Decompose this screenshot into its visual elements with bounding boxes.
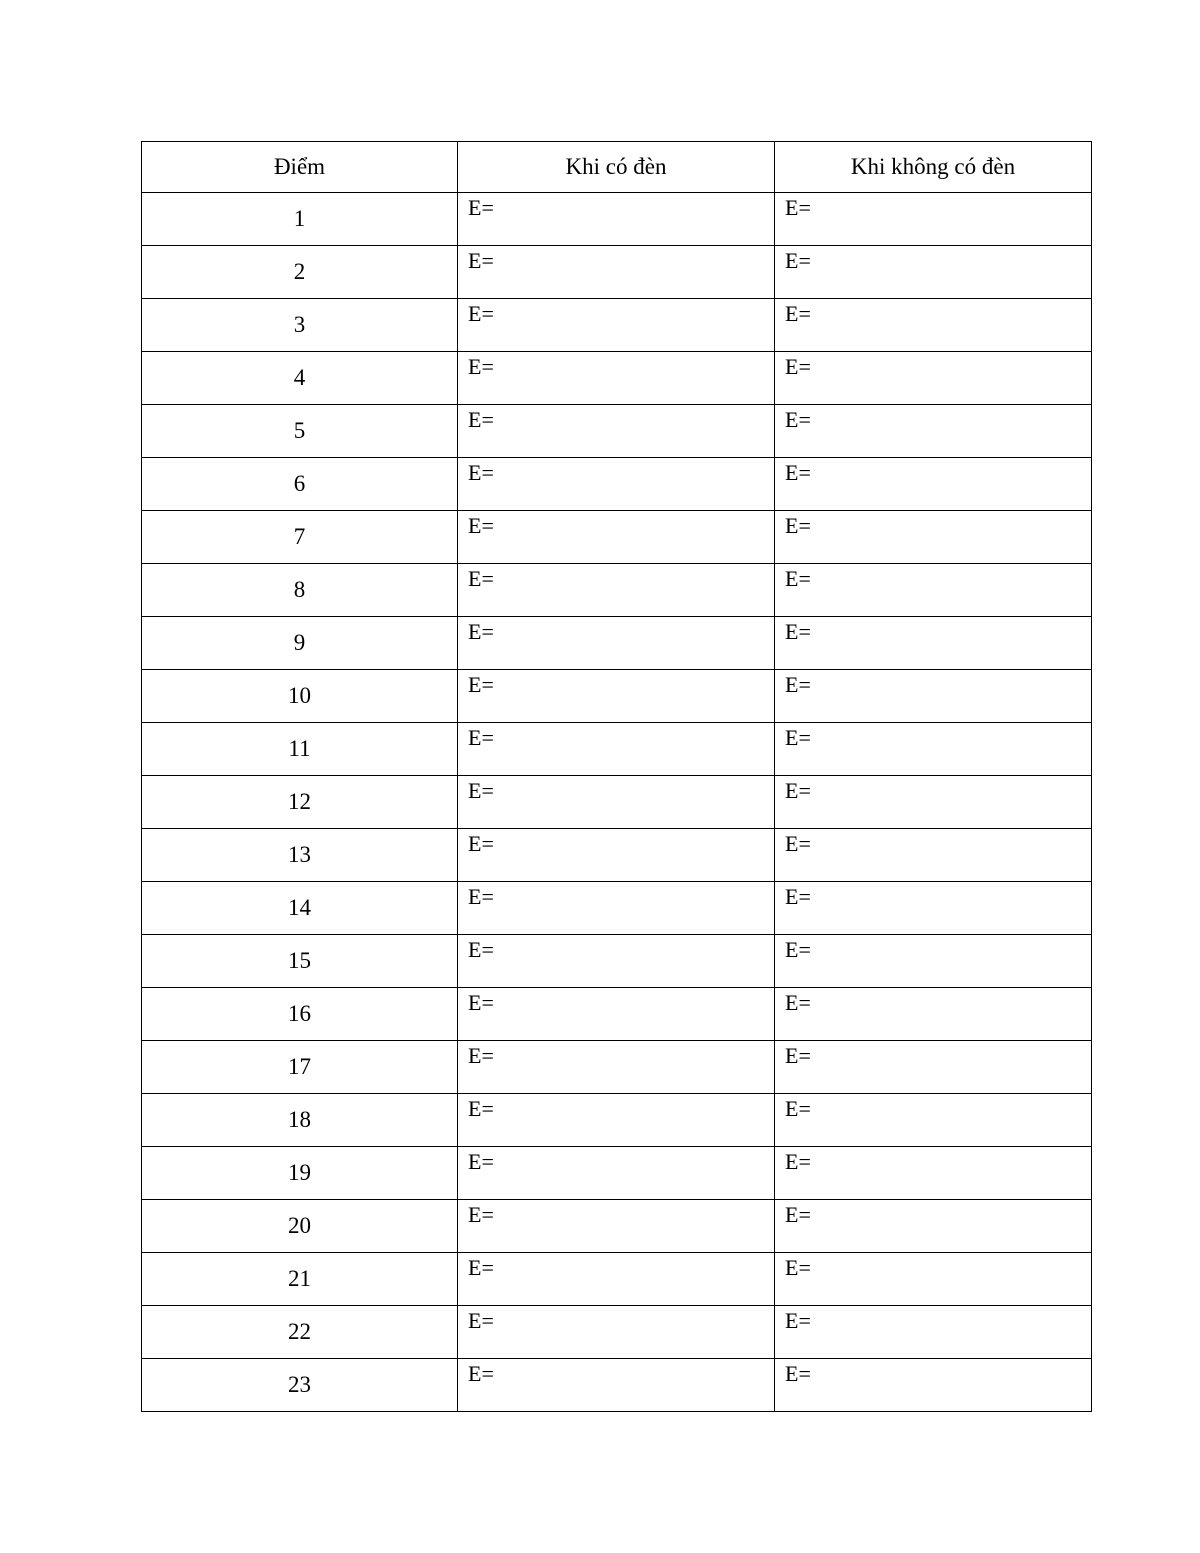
with-light-value-cell: E= <box>458 882 775 935</box>
with-light-value-cell: E= <box>458 564 775 617</box>
table-row <box>142 1306 1092 1359</box>
with-light-value-cell: E= <box>458 1094 775 1147</box>
without-light-value-cell: E= <box>775 246 1092 299</box>
measurement-table <box>141 141 1092 1412</box>
without-light-value-cell: E= <box>775 1200 1092 1253</box>
point-number-cell: 11 <box>142 723 458 776</box>
table-row <box>142 1200 1092 1253</box>
header-point: Điểm <box>142 142 458 193</box>
table-row <box>142 882 1092 935</box>
without-light-value-cell: E= <box>775 564 1092 617</box>
without-light-value-cell: E= <box>775 776 1092 829</box>
point-number-cell: 15 <box>142 935 458 988</box>
with-light-value-cell: E= <box>458 935 775 988</box>
point-number-cell: 8 <box>142 564 458 617</box>
without-light-value-cell: E= <box>775 829 1092 882</box>
point-number-cell: 18 <box>142 1094 458 1147</box>
without-light-value-cell: E= <box>775 935 1092 988</box>
table-row <box>142 670 1092 723</box>
table-row <box>142 511 1092 564</box>
without-light-value-cell: E= <box>775 1041 1092 1094</box>
without-light-value-cell: E= <box>775 723 1092 776</box>
without-light-value-cell: E= <box>775 1359 1092 1412</box>
point-number-cell: 17 <box>142 1041 458 1094</box>
with-light-value-cell: E= <box>458 829 775 882</box>
table-row <box>142 776 1092 829</box>
point-number-cell: 22 <box>142 1306 458 1359</box>
without-light-value-cell: E= <box>775 193 1092 246</box>
point-number-cell: 19 <box>142 1147 458 1200</box>
without-light-value-cell: E= <box>775 405 1092 458</box>
point-number-cell: 2 <box>142 246 458 299</box>
with-light-value-cell: E= <box>458 193 775 246</box>
point-number-cell: 7 <box>142 511 458 564</box>
table-row <box>142 617 1092 670</box>
table-body <box>142 193 1092 1412</box>
point-number-cell: 16 <box>142 988 458 1041</box>
without-light-value-cell: E= <box>775 352 1092 405</box>
without-light-value-cell: E= <box>775 511 1092 564</box>
with-light-value-cell: E= <box>458 776 775 829</box>
without-light-value-cell: E= <box>775 1253 1092 1306</box>
table-row <box>142 935 1092 988</box>
with-light-value-cell: E= <box>458 1306 775 1359</box>
table-row <box>142 352 1092 405</box>
with-light-value-cell: E= <box>458 352 775 405</box>
point-number-cell: 23 <box>142 1359 458 1412</box>
header-without-light: Khi không có đèn <box>775 142 1092 193</box>
point-number-cell: 21 <box>142 1253 458 1306</box>
point-number-cell: 14 <box>142 882 458 935</box>
with-light-value-cell: E= <box>458 1253 775 1306</box>
without-light-value-cell: E= <box>775 988 1092 1041</box>
without-light-value-cell: E= <box>775 617 1092 670</box>
table-row <box>142 1359 1092 1412</box>
table-row <box>142 1094 1092 1147</box>
with-light-value-cell: E= <box>458 670 775 723</box>
point-number-cell: 12 <box>142 776 458 829</box>
without-light-value-cell: E= <box>775 458 1092 511</box>
with-light-value-cell: E= <box>458 1147 775 1200</box>
table-header <box>142 142 1092 193</box>
with-light-value-cell: E= <box>458 1359 775 1412</box>
table-row <box>142 1147 1092 1200</box>
with-light-value-cell: E= <box>458 405 775 458</box>
point-number-cell: 13 <box>142 829 458 882</box>
point-number-cell: 4 <box>142 352 458 405</box>
with-light-value-cell: E= <box>458 617 775 670</box>
point-number-cell: 9 <box>142 617 458 670</box>
with-light-value-cell: E= <box>458 723 775 776</box>
without-light-value-cell: E= <box>775 670 1092 723</box>
header-with-light: Khi có đèn <box>458 142 775 193</box>
table-row <box>142 1041 1092 1094</box>
table-row <box>142 246 1092 299</box>
point-number-cell: 20 <box>142 1200 458 1253</box>
without-light-value-cell: E= <box>775 1094 1092 1147</box>
table-row <box>142 405 1092 458</box>
table-row <box>142 829 1092 882</box>
table-row <box>142 193 1092 246</box>
point-number-cell: 6 <box>142 458 458 511</box>
table-row <box>142 723 1092 776</box>
header-row <box>142 142 1092 193</box>
table-row <box>142 564 1092 617</box>
with-light-value-cell: E= <box>458 1200 775 1253</box>
without-light-value-cell: E= <box>775 1306 1092 1359</box>
point-number-cell: 5 <box>142 405 458 458</box>
without-light-value-cell: E= <box>775 1147 1092 1200</box>
without-light-value-cell: E= <box>775 299 1092 352</box>
point-number-cell: 3 <box>142 299 458 352</box>
without-light-value-cell: E= <box>775 882 1092 935</box>
table-row <box>142 458 1092 511</box>
table-row <box>142 988 1092 1041</box>
table-row <box>142 299 1092 352</box>
table-row <box>142 1253 1092 1306</box>
with-light-value-cell: E= <box>458 1041 775 1094</box>
with-light-value-cell: E= <box>458 299 775 352</box>
with-light-value-cell: E= <box>458 511 775 564</box>
with-light-value-cell: E= <box>458 458 775 511</box>
with-light-value-cell: E= <box>458 246 775 299</box>
with-light-value-cell: E= <box>458 988 775 1041</box>
point-number-cell: 1 <box>142 193 458 246</box>
point-number-cell: 10 <box>142 670 458 723</box>
